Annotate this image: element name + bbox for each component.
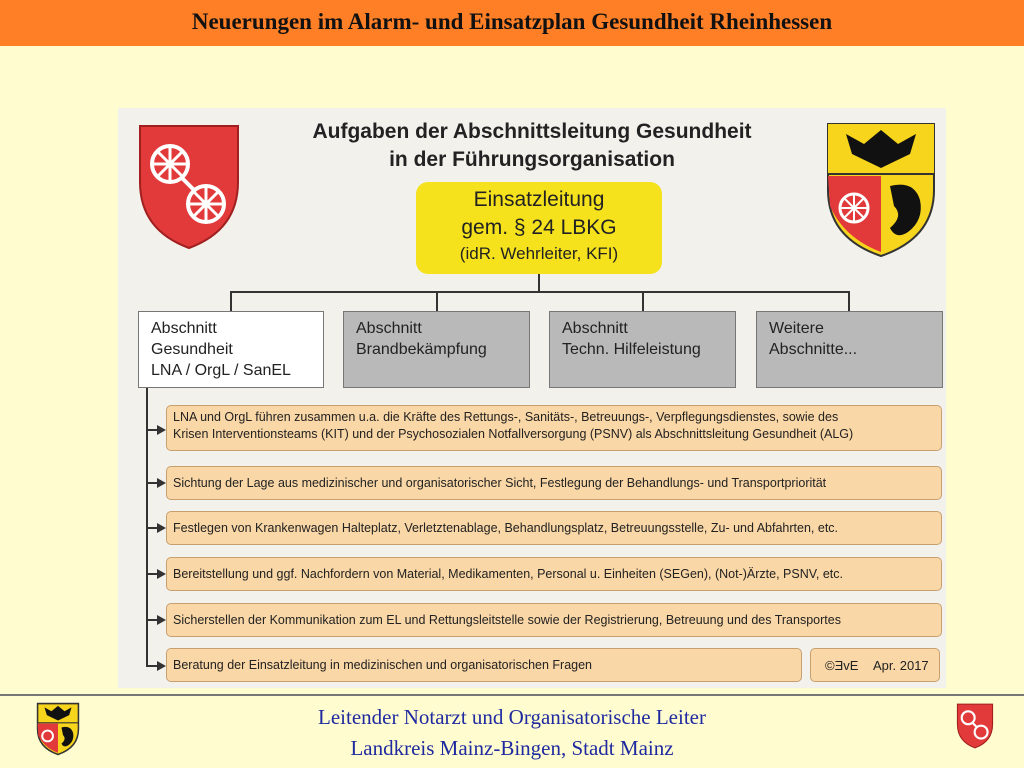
diagram-panel [118, 108, 946, 688]
task-arrowhead-5 [157, 615, 166, 625]
section-weitere-line2: Abschnitte... [769, 341, 858, 358]
section-brandbekaempfung [343, 311, 530, 388]
footer-line1: Leitender Notarzt und Organisatorische Leiter [318, 705, 706, 729]
section-gesundheit-line1: Abschnitt [151, 320, 217, 337]
task-3-line1: Festlegen von Krankenwagen Halteplatz, Verletztenablage, Behandlungsplatz, Betreuungsstelle, Zu- und Abfahrten, etc. [173, 521, 839, 535]
command-box-line1: Einsatzleitung [473, 188, 605, 211]
task-arrowhead-4 [157, 569, 166, 579]
section-brandbekaempfung-line2: Brandbekämpfung [356, 341, 487, 358]
section-brandbekaempfung-line1: Abschnitt [356, 320, 422, 337]
task-arrowhead-6 [157, 661, 166, 671]
task-1-line1: LNA und OrgL führen zusammen u.a. die Kräfte des Rettungs-, Sanitäts-, Betreuungs-, Verpflegungsdienstes, sowie des [173, 410, 839, 424]
task-box-2 [166, 466, 942, 500]
section-gesundheit [138, 311, 324, 388]
diagram-heading-line2: in der Führungsorganisation [389, 148, 675, 171]
task-arrowhead-3 [157, 523, 166, 533]
task-2-line1: Sichtung der Lage aus medizinischer und organisatorischer Sicht, Festlegung der Behandlungs- und Transportpriorität [173, 476, 827, 490]
command-box [416, 182, 662, 274]
connector-drop-4 [848, 291, 850, 311]
task-box-6 [166, 648, 802, 682]
section-gesundheit-line2: Gesundheit [151, 341, 233, 358]
section-hilfeleistung [549, 311, 736, 388]
copyright-box [810, 648, 940, 682]
section-hilfeleistung-line2: Techn. Hilfeleistung [562, 341, 701, 358]
command-box-line3: (idR. Wehrleiter, KFI) [459, 244, 619, 263]
title-bar [0, 0, 1024, 46]
connector-vertical-main [538, 274, 540, 292]
copyright-mark: ©ƎvE [825, 658, 859, 673]
task-arrowhead-1 [157, 425, 166, 435]
section-weitere-line1: Weitere [769, 320, 824, 337]
connector-drop-3 [642, 291, 644, 311]
task-box-1 [166, 405, 942, 451]
slide-title: Neuerungen im Alarm- und Einsatzplan Gesundheit Rheinhessen [191, 9, 833, 34]
copyright-date: Apr. 2017 [873, 658, 929, 673]
task-box-4 [166, 557, 942, 591]
section-weitere [756, 311, 943, 388]
task-arrowhead-2 [157, 478, 166, 488]
footer-divider [0, 694, 1024, 696]
command-box-line2: gem. § 24 LBKG [461, 216, 617, 239]
task-box-3 [166, 511, 942, 545]
connector-horizontal [230, 291, 850, 293]
task-6-line1: Beratung der Einsatzleitung in medizinischen und organisatorischen Fragen [173, 658, 593, 672]
connector-drop-1 [230, 291, 232, 311]
diagram-heading-line1: Aufgaben der Abschnittsleitung Gesundheit [312, 120, 752, 143]
section-hilfeleistung-line1: Abschnitt [562, 320, 628, 337]
task-box-5 [166, 603, 942, 637]
task-5-line1: Sicherstellen der Kommunikation zum EL und Rettungsleitstelle sowie der Registrierung, Betreuung und des Transportes [173, 613, 841, 627]
section-gesundheit-line3: LNA / OrgL / SanEL [151, 362, 291, 379]
connector-drop-2 [436, 291, 438, 311]
task-4-line1: Bereitstellung und ggf. Nachfordern von Material, Medikamenten, Personal u. Einheiten (SEGen), (Not-)Ärzte, PSNV, etc. [173, 567, 844, 581]
task-1-line2: Krisen Interventionsteams (KIT) und der Psychosozialen Notfallversorgung (PSNV) als Abschnittsleitung Gesundheit (ALG) [173, 427, 854, 441]
footer-line2: Landkreis Mainz-Bingen, Stadt Mainz [350, 736, 674, 760]
